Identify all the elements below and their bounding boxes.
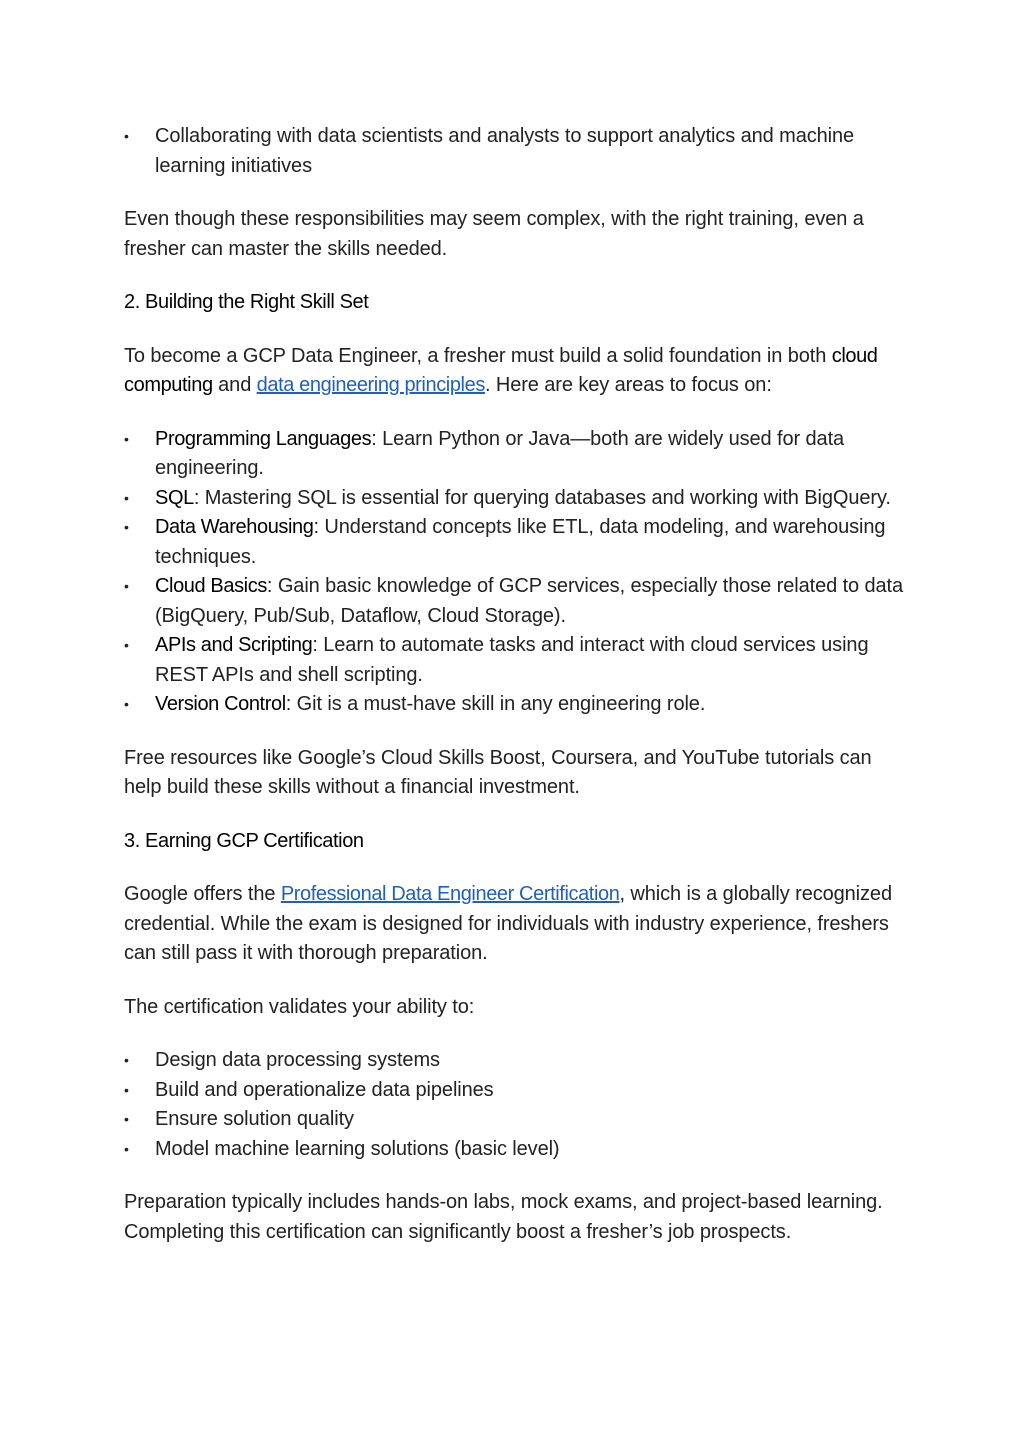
list-item xyxy=(124,690,914,720)
paragraph-text: . Here are key areas to focus on: xyxy=(484,374,772,396)
skill-description: : Mastering SQL is essential for querying databases and working with BigQuery. xyxy=(193,486,891,509)
data-engineering-principles-link[interactable]: data engineering principles xyxy=(256,374,485,396)
bullet-icon: • xyxy=(124,519,129,535)
skill-term: Cloud Basics xyxy=(155,575,267,597)
validates-paragraph: The certification validates your ability to: xyxy=(124,995,475,1018)
bullet-icon: • xyxy=(124,637,129,653)
bullet-icon: • xyxy=(124,128,129,144)
list-item xyxy=(124,513,914,572)
skill-description: : Gain basic knowledge of GCP services, especially those related to data (BigQuery, Pub/Sub, Dataflow, Cloud Storage). xyxy=(155,575,904,627)
list-item-text: Design data processing systems xyxy=(155,1049,440,1071)
skill-term: Programming Languages xyxy=(155,427,372,450)
list-item-text: Build and operationalize data pipelines xyxy=(155,1078,494,1101)
skill-term: APIs and Scripting xyxy=(155,634,313,656)
bullet-icon: • xyxy=(124,1081,129,1098)
bullet-icon: • xyxy=(124,1052,129,1068)
list-item xyxy=(124,425,914,484)
section-heading-certification: 3. Earning GCP Certification xyxy=(124,829,364,852)
resources-paragraph: Free resources like Google’s Cloud Skills Boost, Coursera, and YouTube tutorials can help build these skills without a financial investment. xyxy=(124,746,872,798)
section-heading-skill-set: 2. Building the Right Skill Set xyxy=(124,291,369,313)
document-content xyxy=(124,122,914,1271)
term-cloud-computing: cloud computing xyxy=(124,344,878,396)
bullet-icon: • xyxy=(124,696,129,712)
paragraph-text: Google offers the xyxy=(124,883,281,905)
intro-paragraph: Even though these responsibilities may seem complex, with the right training, even a fresher can master the skills needed. xyxy=(124,208,864,260)
skill-term: Version Control xyxy=(155,693,286,715)
bullet-icon: • xyxy=(124,1140,129,1157)
bullet-icon: • xyxy=(124,489,129,506)
intro-list xyxy=(124,122,914,181)
list-item xyxy=(124,1135,914,1165)
paragraph-text: To become a GCP Data Engineer, a fresher must build a solid foundation in both xyxy=(124,344,832,367)
list-item xyxy=(124,572,914,631)
list-item-text: Model machine learning solutions (basic level) xyxy=(155,1137,560,1160)
list-item xyxy=(124,122,914,181)
paragraph-text: , which is a globally recognized credential. While the exam is designed for individuals with industry experience, freshers can still pass it with thorough preparation. xyxy=(124,883,892,964)
bullet-icon: • xyxy=(124,578,129,594)
bullet-icon: • xyxy=(124,1111,129,1127)
list-item xyxy=(124,1046,914,1076)
list-item-text: Collaborating with data scientists and analysts to support analytics and machine learning initiatives xyxy=(155,125,855,177)
list-item xyxy=(124,631,914,690)
skill-description: : Learn Python or Java—both are widely used for data engineering. xyxy=(155,427,845,479)
paragraph-text: and xyxy=(212,374,257,396)
bullet-icon: • xyxy=(124,430,129,447)
list-item-text: Ensure solution quality xyxy=(155,1108,354,1130)
closing-paragraph: Preparation typically includes hands-on labs, mock exams, and project-based learning. Completing this certification can significantly boost a fresher’s job prospects. xyxy=(124,1191,883,1243)
skill-term: Data Warehousing xyxy=(155,516,314,538)
certification-paragraph xyxy=(124,880,914,969)
list-item xyxy=(124,484,914,514)
skill-description: : Understand concepts like ETL, data modeling, and warehousing techniques. xyxy=(155,516,886,568)
list-item xyxy=(124,1105,914,1135)
professional-data-engineer-certification-link[interactable]: Professional Data Engineer Certification xyxy=(280,883,620,905)
skill-set-intro-paragraph xyxy=(124,342,914,401)
list-item xyxy=(124,1076,914,1106)
skill-description: : Learn to automate tasks and interact with cloud services using REST APIs and shell scripting. xyxy=(155,634,869,686)
skill-description: : Git is a must-have skill in any engineering role. xyxy=(285,693,706,715)
skills-list xyxy=(124,425,914,720)
skill-term: SQL xyxy=(155,486,194,509)
abilities-list xyxy=(124,1046,914,1164)
